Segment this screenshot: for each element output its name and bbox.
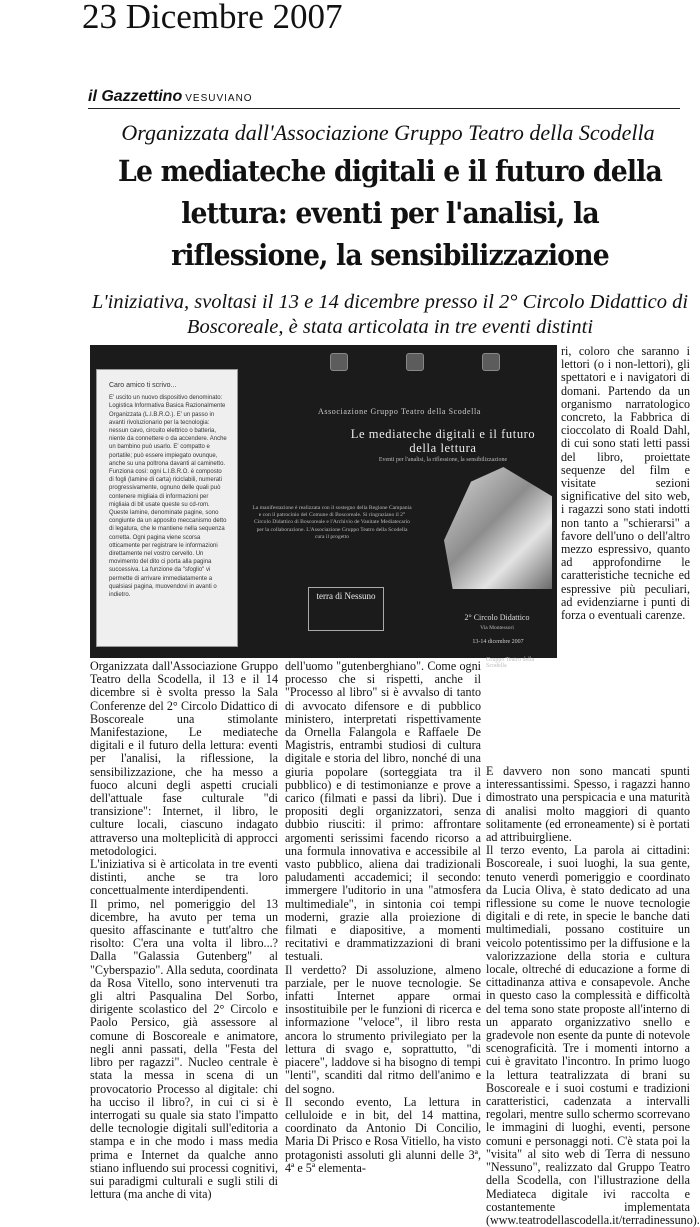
province-logo-icon	[406, 353, 424, 371]
poster-credits: La manifestazione è realizzata con il sostegno della Regione Campania e con il patrocinio del Comune di Boscoreale. Si ringraziano il 2° Circolo Didattico di Boscoreale e l'Archivio de Vanitate Mediatecario per la collaborazione. L'Associazione Gruppo Teatro della Scodella cura il progetto	[252, 505, 412, 540]
col2-paragraph: dell'uomo "gutenberghiano". Come ogni processo che si rispetti, anche il "Processo al libro" si è avvalso di tanto di avvocato difensore e di pubblico ministero, interpretati rispettivamente da Ornella Falangola e Raffaele De Magistris, entrambi studiosi di cultura digitale e storia del libro, nonché di una giuria popolare (sorteggiata tra il pubblico) e di testimonianze e prove a carico (filmati e passi da libri). Due i propositi degli organizzatori, senza dubbio riusciti: il primo: affrontare argomenti serissimi facendo ricorso a una formula innovativa e accessibile al vasto pubblico, aliena dai tradizionali paludamenti accademici; il secondo: immergere l'uditorio in una "atmosfera multimediale", in sintonia coi tempi moderni, grazie alla proiezione di filmati e diapositive, a momenti recitativi e drammatizzazioni di brani testuali.	[285, 659, 481, 964]
card-text: E' uscito un nuovo dispositivo denominato: Logistica Informativa Basica Razionalmente Organizzata (L.I.B.R.O.). E' un passo in avanti rivoluzionario per la tecnologia: nessun cavo, circuito elettrico o batteria, niente da connettere o da accendere. Anche un bambino può usarlo. E' compatto e portatile; può essere impiegato ovunque, anche su una poltrona davanti al caminetto. Funziona così: ogni L.I.B.R.O. è composto di fogli (lamine di carta) riciclabili, numerati progressivamente, ognuno delle quali può contenere migliaia di informazioni per migliaia di bit usate queste su cd-rom. Queste lamine, denominate pagine, sono congiunte da un apposito meccanismo detto di legatura, che le mantiene nella sequenza corretta. Ogni pagina viene scorsa otticamente per registrare le informazioni direttamente nel vostro cervello. Un movimento del dito ci porta alla pagina successiva. La funzione da "sfoglio" vi permette di arrivare immediatamente a qualsiasi pagina, muovendovi in avanti o indietro.	[109, 395, 227, 599]
card-greeting: Caro amico ti scrivo...	[109, 382, 177, 389]
column-2	[285, 660, 481, 1175]
books-stack-image	[444, 467, 552, 589]
col1-paragraph: Il primo, nel pomeriggio del 13 dicembre, ha avuto per tema un quesito affascinante e tutt'altro che risolto: C'era una volta il libro...? Dalla "Galassia Gutenberg" al "Cyberspazio". Alla seduta, coordinata da Rosa Vitello, sono intervenuti tra gli altri Pasqualina Del Sorbo, dirigente scolastico del 2° Circolo e Paolo Persico, già assessore al comune di Boscoreale e animatore, negli anni passati, della "Festa del libro per ragazzi". Nucleo centrale è stata la messa in scena di un provocatorio Processo al digitale: chi ha ucciso il libro?, in cui ci si è interrogati su quale sia stato l'impatto delle tecnologie digitali sull'editoria a stampa e in che modo i mass media prima e Internet da qualche anno stiano influendo sui processi cognitivi, sui paradigmi culturali e sugli stili di lettura (ma anche di vita)	[90, 896, 278, 1202]
column-3	[486, 764, 700, 1227]
clipping-date: 23 Dicembre 2007	[82, 0, 343, 36]
sponsor-logos	[330, 353, 500, 371]
masthead-brand: il Gazzettino	[88, 88, 183, 105]
col1-paragraph: Organizzata dall'Associazione Gruppo Teatro della Scodella, il 13 e il 14 dicembre si è svolta presso la Sala Conferenze del 2° Circolo Didattico di Boscoreale una stimolante Manifestazione, Le mediateche digitali e il futuro della lettura: eventi per l'analisi, la riflessione, la sensibilizzazione, che ha messo a fuoco alcuni degli aspetti cruciali dell'attuale fase culturale "di transizione": Internet, il libro, le culture locali, ciascuno indagato attraverso una molteplicità di approcci metodologici.	[90, 659, 278, 858]
article-headline: Le mediateche digitali e il futuro della lettura: eventi per l'analisi, la riflessione, la sensibilizzazione	[118, 154, 662, 272]
col3-top-paragraph: ri, coloro che saranno i lettori (o i non-lettori), gli spettatori e i navigatori di domani. Partendo da un organismo narratologico concreto, la Fabbrica di cioccolato di Roald Dahl, di cui sono stati letti passi del libro, proiettate sequenze del film e visitate sezioni significative del sito web, i ragazzi sono stati indotti non tanto a "schierarsi" a favore dell'uno o dell'altro mezzo espressivo, quanto ad approfondirne le caratteristiche tecniche ed espressive più peculiari, ad evidenziarne i punti di forza o eventuali carenze.	[561, 344, 690, 623]
poster-org: Associazione Gruppo Teatro della Scodella	[318, 407, 481, 416]
article-photo	[90, 345, 557, 669]
poster-caption: Gruppo Teatro della Scodella	[486, 657, 535, 669]
poster-subtitle: Eventi per l'analisi, la riflessione, la sensibilizzazione	[378, 457, 508, 463]
col2-paragraph: Il verdetto? Di assoluzione, almeno parziale, per le nuove tecnologie. Se infatti Internet appare ormai insostituibile per le funzioni di ricerca e informazione "veloce", il libro resta ancora lo strumento privilegiato per la lettura di svago e, soprattutto, "di piacere", laddove si ha bisogno di tempi "lenti", scanditi dal ritmo dell'animo e del sogno.	[285, 962, 481, 1096]
masthead	[88, 88, 680, 109]
municipality-logo-icon	[482, 353, 500, 371]
letter-card	[96, 369, 238, 647]
poster-dates: 13-14 dicembre 2007	[472, 639, 524, 645]
event-poster	[248, 351, 553, 669]
col2-paragraph: Il secondo evento, La lettura in celluloide e in bit, del 14 mattina, coordinato da Antonio Di Concilio, Maria Di Prisco e Rosa Vitiello, ha visto protagonisti assoluti gli alunni delle 3ª, 4ª e 5ª elementa-	[285, 1094, 481, 1175]
col3-paragraph: Il terzo evento, La parola ai cittadini: Boscoreale, i suoi luoghi, la sua gente, tenuto venerdì pomeriggio e coordinato da Lucia Oliva, è stato dedicato ad una riflessione su come le nuove tecnologie digitali e di rete, in specie le banche dati multimediali, possano costituire un veicolo potentissimo per la diffusione e la valorizzazione della storia e cultura locale, oltreché di educazione a forme di cittadinanza attiva e consapevole. Anche in questo caso la complessità e difficoltà del tema sono state proposte all'interno di un apparato organizzativo snello e gradevole non esente da punte di notevole scenograficità. Tre i momenti intorno a cui è gravitato l'incontro. In primo luogo la lettura teatralizzata di brani su Boscoreale e i suoi costumi e tradizioni caratteristici, cadenzata a intervalli regolari, mentre sullo schermo scorrevano le immagini di luoghi, eventi, persone comuni e personaggi noti. C'è stata poi la "visita" al sito web di Terra di nessuno "Nessuno", realizzato dal Gruppo Teatro della Scodella, con l'illustrazione della Mediateca digitale ivi raccolta e costantemente implementata (www.teatrodellascodella.it/terradinessuno).	[486, 843, 700, 1227]
region-logo-icon	[330, 353, 348, 371]
poster-school: 2° Circolo Didattico	[464, 613, 530, 622]
col1-paragraph: L'iniziativa si è articolata in tre eventi distinti, anche se tra loro concettualmente interdipendenti.	[90, 857, 278, 898]
masthead-section: VESUVIANO	[185, 93, 253, 104]
poster-address: Via Montessori	[480, 625, 514, 631]
column-1	[90, 660, 278, 1201]
article-subhead: L'iniziativa, svoltasi il 13 e 14 dicembre presso il 2° Circolo Didattico di Boscoreale, è stata articolata in tre eventi distinti	[91, 291, 689, 338]
col3-paragraph: E davvero non sono mancati spunti interessantissimi. Spesso, i ragazzi hanno dimostrato una perspicacia e una maturità di analisi molto maggiori di quanto solitamente (ed erroneamente) si è portati ad attribuirgliene.	[486, 764, 690, 845]
column-3-top	[561, 345, 690, 622]
article-kicker: Organizzata dall'Associazione Gruppo Teatro della Scodella	[121, 120, 655, 145]
poster-title: Le mediateche digitali e il futuro della lettura	[350, 427, 536, 455]
terra-di-nessuno-logo: terra di Nessuno	[308, 587, 384, 631]
